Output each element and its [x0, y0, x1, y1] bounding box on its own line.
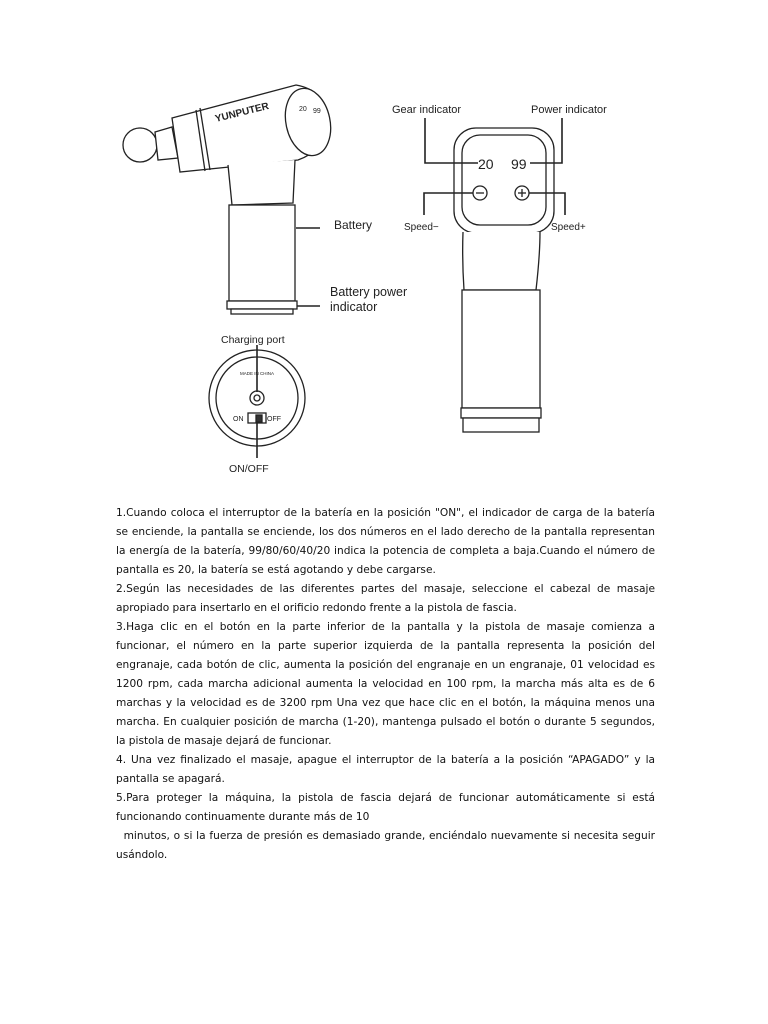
battery-power-label-line1: Battery power — [330, 285, 408, 299]
instruction-paragraph-2: 2.Según las necesidades de las diferentes partes del masaje, seleccione el cabezal de masaje apropiado para insertarlo en el orificio redondo frente a la pistola de fascia. — [116, 583, 655, 614]
instruction-paragraph-4: 4. Una vez finalizado el masaje, apague el interruptor de la batería a la posición “APAGADO” y la pantalla se apagará. — [116, 754, 655, 785]
product-diagram — [0, 0, 768, 490]
instructions-text — [116, 504, 655, 865]
battery-power-label-line2: indicator — [330, 300, 378, 314]
instruction-paragraph-1: 1.Cuando coloca el interruptor de la batería en la posición "ON", el indicador de carga de la batería se enciende, la pantalla se enciende, los dos números en el lado derecho de la pantalla representan la energía de la batería, 99/80/60/40/20 indica la potencia de completa a baja.Cuando el número de pantalla es 20, la batería se está agotando y debe cargarse. — [116, 507, 655, 576]
display-power-value: 99 — [511, 156, 527, 172]
speed-plus-label: Speed+ — [551, 222, 586, 233]
made-in-label: MADE IN CHINA — [240, 371, 275, 376]
charging-port-label: Charging port — [221, 334, 285, 346]
switch-off-label: OFF — [267, 416, 281, 423]
battery-label: Battery — [334, 218, 373, 232]
speed-minus-label: Speed− — [404, 222, 439, 233]
instruction-paragraph-3: 3.Haga clic en el botón en la parte inferior de la pantalla y la pistola de masaje comienza a funcionar, el número en la parte superior izquierda de la pantalla representa la posición del engranaje, cada botón de clic, aumenta la posición del engranaje en un engranaje, 01 velocidad es 1200 rpm, cada marcha adicional aumenta la velocidad en 100 rpm, la marcha más alta es de 6 marchas y la velocidad es de 3200 rpm Una vez que hace clic en el botón, la máquina menos una marcha. En cualquier posición de marcha (1-20), mantenga pulsado el botón o durante 5 segundos, la pistola de masaje dejará de funcionar. — [116, 621, 655, 747]
on-off-label: ON/OFF — [229, 463, 269, 475]
instruction-paragraph-5: 5.Para proteger la máquina, la pistola de fascia dejará de funcionar automáticamente si está funcionando continuamente durante más de 10 — [116, 792, 655, 823]
instruction-paragraph-5-continued: minutos, o si la fuerza de presión es demasiado grande, enciéndalo nuevamente si necesita seguir usándolo. — [116, 830, 655, 861]
massage-gun-back-view — [454, 128, 554, 432]
switch-on-label: ON — [233, 416, 244, 423]
gear-indicator-label: Gear indicator — [392, 104, 462, 116]
power-indicator-label: Power indicator — [531, 104, 607, 116]
display-gear-value: 20 — [478, 156, 494, 172]
brand-logo: YUNPUTER — [214, 100, 271, 125]
display-power-left-view: 99 — [313, 108, 321, 115]
display-gear-left-view: 20 — [299, 106, 307, 113]
